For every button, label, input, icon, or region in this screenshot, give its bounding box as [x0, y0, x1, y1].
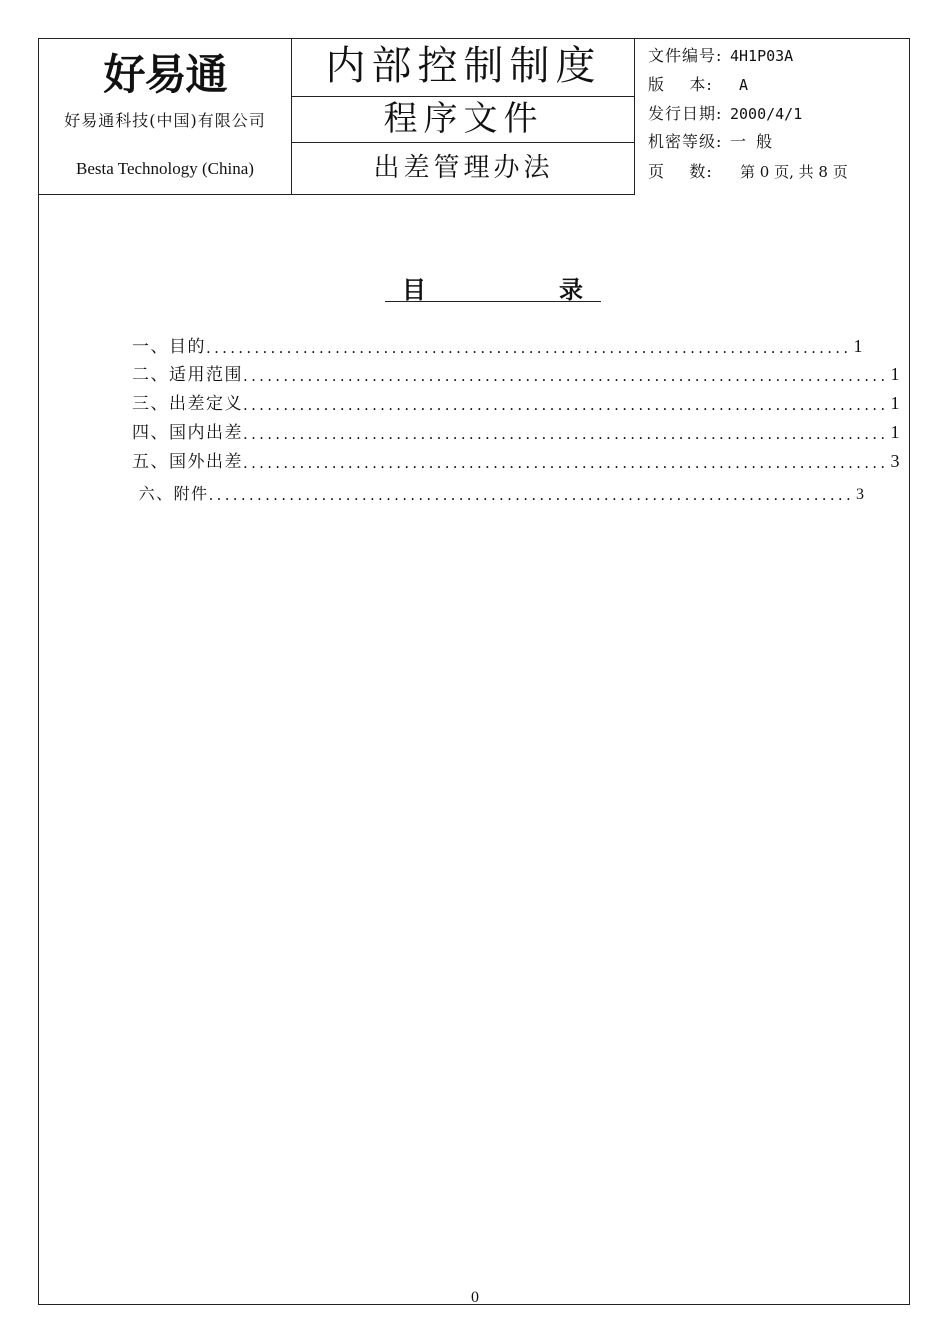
title-cell: [292, 38, 635, 195]
system-title: 内部控制制度: [292, 38, 635, 97]
toc-leader-dots: ................................................................................: [243, 454, 889, 472]
toc-entry-page: 1: [890, 393, 901, 413]
toc-entry-label: 二、适用范围: [132, 365, 243, 385]
toc-leader-dots: ................................................................................: [206, 339, 852, 357]
issue-date-label: 发行日期:: [648, 104, 723, 123]
secrecy-row: [648, 129, 772, 152]
toc-entry-page: 1: [890, 364, 901, 384]
toc-heading-right: 录: [559, 275, 583, 304]
page-count-row: [648, 159, 848, 182]
toc-entry-label: 六、附件: [132, 484, 209, 503]
toc-entry-purpose[interactable]: [132, 333, 864, 357]
toc-entry-page: 1: [853, 336, 864, 356]
toc-heading: [385, 270, 601, 302]
brand-logo: 好易通: [103, 50, 227, 99]
page-count-label: 页 数:: [648, 162, 713, 181]
doc-number-row: [648, 43, 793, 66]
toc-entry-page: 1: [890, 422, 901, 442]
document-info-cell: [635, 38, 910, 195]
toc-entry-scope[interactable]: [132, 361, 901, 385]
toc-leader-dots: ................................................................................: [243, 425, 889, 443]
document-type: 程序文件: [292, 97, 635, 143]
doc-number-label: 文件编号:: [648, 46, 723, 65]
version-value: A: [739, 76, 749, 94]
secrecy-value: 一 般: [730, 132, 773, 151]
toc-leader-dots: ................................................................................: [243, 367, 889, 385]
version-row: [648, 72, 748, 95]
page-count-value: 第 0 页, 共 8 页: [740, 163, 848, 181]
issue-date-value: 2000/4/1: [730, 105, 803, 123]
company-name-cn: 好易通科技(中国)有限公司: [64, 111, 266, 130]
company-cell: [38, 38, 292, 195]
toc-leader-dots: ................................................................................: [208, 486, 855, 504]
toc-entry-label: 三、出差定义: [132, 394, 243, 414]
company-name-en: Besta Technology (China): [76, 159, 254, 178]
toc-entry-label: 四、国内出差: [132, 423, 243, 443]
page-number: 0: [471, 1289, 479, 1306]
toc-entry-domestic[interactable]: [132, 419, 901, 443]
toc-leader-dots: ................................................................................: [243, 396, 889, 414]
toc-entry-label: 一、目的: [132, 337, 206, 357]
issue-date-row: [648, 101, 802, 124]
toc-entry-attachment[interactable]: [132, 480, 866, 504]
toc-entry-definition[interactable]: [132, 390, 901, 414]
secrecy-label: 机密等级:: [648, 132, 723, 151]
toc-heading-left: 目: [402, 275, 426, 304]
document-title: 出差管理办法: [373, 153, 554, 183]
toc-entry-overseas[interactable]: [132, 448, 901, 472]
toc-entry-page: 3: [890, 451, 901, 471]
page-frame: [38, 38, 910, 1305]
version-label: 版 本:: [648, 75, 713, 94]
doc-number-value: 4H1P03A: [730, 47, 794, 65]
toc-entry-label: 五、国外出差: [132, 452, 243, 472]
document-header-table: [38, 38, 910, 195]
toc-entry-page: 3: [856, 486, 866, 503]
